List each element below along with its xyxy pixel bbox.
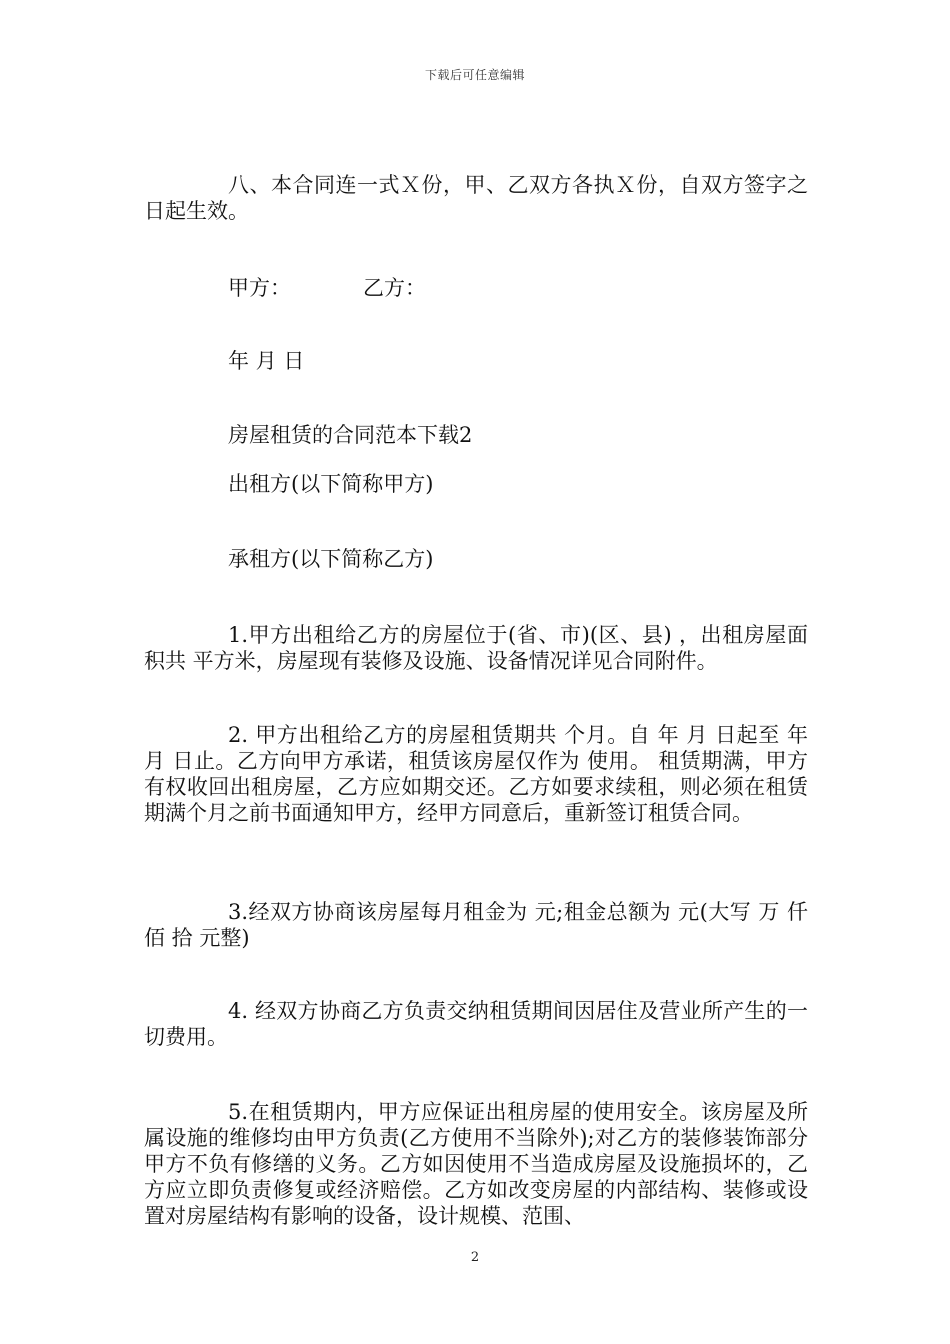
- page-number: 2: [470, 1250, 480, 1265]
- clause-4-text: 4. 经双方协商乙方负责交纳租赁期间因居住及营业所产生的一切费用。: [144, 999, 808, 1049]
- party-a-label: 甲方：: [228, 276, 291, 300]
- clause-eight-text: 八、本合同连一式Ｘ份，甲、乙双方各执Ｘ份，自双方签字之日起生效。: [144, 173, 808, 223]
- clause-1-text: 1.甲方出租给乙方的房屋位于(省、市)(区、县) ，出租房屋面积共 平方米，房屋现有装修及设施、设备情况详见合同附件。: [144, 623, 808, 673]
- lessor-line: 出租方(以下简称甲方): [228, 472, 434, 496]
- clause-2-text: 2. 甲方出租给乙方的房屋租赁期共 个月。自 年 月 日起至 年 月 日止。乙方向甲方承诺，租赁该房屋仅作为 使用。 租赁期满，甲方有权收回出租房屋，乙方应如期交还。乙方如要求续租，则必须在租赁期满个月之前书面通知甲方，经甲方同意后，重新签订租赁合同。: [144, 723, 808, 825]
- clause-4: [144, 998, 808, 1050]
- page-header: 下载后可任意编辑: [424, 68, 525, 82]
- clause-3-text: 3.经双方协商该房屋每月租金为 元;租金总额为 元(大写 万 仟 佰 拾 元整): [144, 900, 808, 950]
- signature-line: [228, 275, 808, 301]
- clause-1: [144, 622, 808, 674]
- party-b-label: 乙方：: [363, 276, 426, 300]
- clause-3: [144, 899, 808, 951]
- clause-5: [144, 1099, 808, 1229]
- date-line: 年 月 日: [228, 349, 305, 373]
- clause-eight: [144, 172, 808, 224]
- clause-2: [144, 722, 808, 826]
- contract-title: 房屋租赁的合同范本下载2: [228, 423, 473, 447]
- clause-5-text: 5.在租赁期内，甲方应保证出租房屋的使用安全。该房屋及所属设施的维修均由甲方负责(乙方使用不当除外);对乙方的装修装饰部分甲方不负有修缮的义务。乙方如因使用不当造成房屋及设施损坏的，乙方应立即负责修复或经济赔偿。乙方如改变房屋的内部结构、装修或设置对房屋结构有影响的设备，设计规模、范围、: [144, 1100, 808, 1228]
- lessee-line: 承租方(以下简称乙方): [228, 547, 434, 571]
